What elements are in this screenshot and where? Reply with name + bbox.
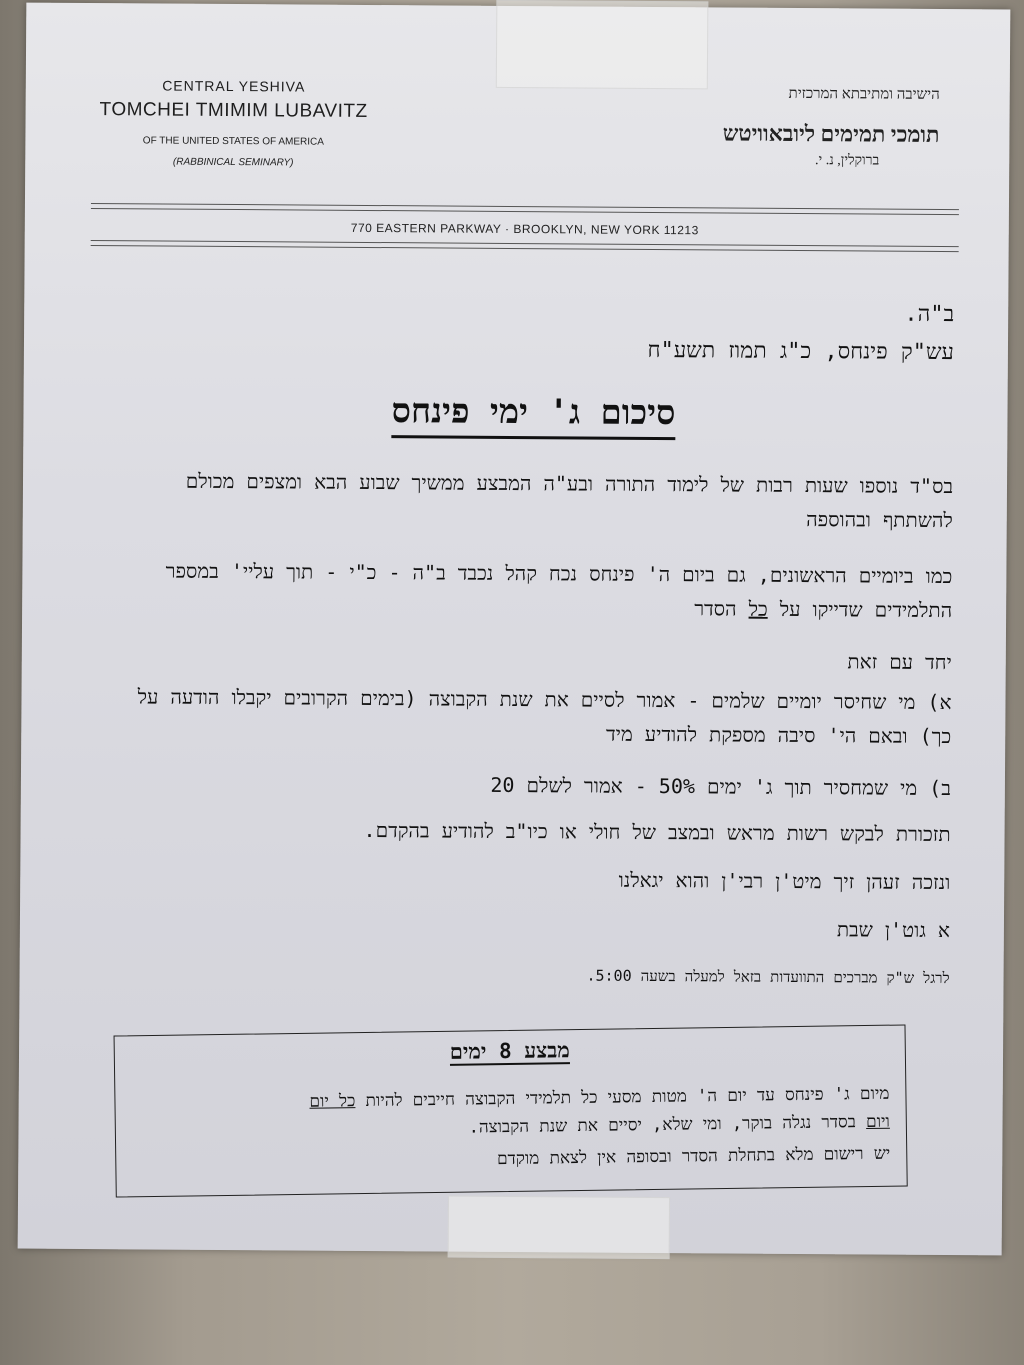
campaign-box-line-2-after: בסדר נגלה בוקר, ומי שלא, יסיים את שנת הקבוצה.: [468, 1112, 867, 1138]
letterhead-en-line4: (RABBINICAL SEMINARY): [172, 156, 294, 169]
paragraph-2: [112, 553, 952, 627]
letterhead-he-line2: תומכי תמימים ליובאוויטש: [722, 120, 940, 147]
notice-title: [113, 389, 953, 435]
campaign-box-line-2: [130, 1112, 890, 1143]
paragraph-8: א גוט'ן שבת: [836, 917, 950, 943]
letterhead-english: [83, 77, 384, 169]
campaign-box-title-text: מבצע 8 ימים: [449, 1038, 570, 1064]
tape-bottom: [448, 1196, 670, 1260]
paragraph-2-after: הסדר: [694, 596, 749, 621]
paragraph-6: תזכורת לבקש רשות מראש ובמצב של חולי או כיו"ב להודיע בהקדם.: [363, 817, 951, 847]
campaign-box-line-2-underlined: ויום: [865, 1111, 890, 1133]
campaign-box-line-1-before: מיום ג' פינחס עד יום ה' מטות מסעי כל תלמידי הקבוצה חייבים להיות: [355, 1083, 890, 1112]
notice-title-text: סיכום ג' ימי פינחס: [391, 391, 675, 440]
paragraph-1: בס"ד נוספו שעות רבות של לימוד התורה ובע"ה המבצע ממשיך שבוע הבא ומצפים מכולם להשתתף ובהוספה: [185, 468, 954, 533]
letterhead-address: 770 EASTERN PARKWAY · BROOKLYN, NEW YORK 11213: [350, 220, 699, 238]
letterhead-he-line1: הישיבה ומתיבתא המרכזית: [788, 85, 940, 103]
campaign-box-line-1: [129, 1084, 889, 1115]
notice-paper: [18, 3, 1011, 1256]
paragraph-4: א) מי שחיסר יומיים שלמים - אמור לסיים את שנת הקבוצה (בימים הקרובים יקבלו הודעה על כך) ובאם הי' סיבה מספקת להודיע מיד: [137, 684, 952, 749]
letterhead-en-line1: CENTRAL YESHIVA: [162, 77, 306, 95]
paragraph-2-before: כמו ביומיים הראשונים, גם ביום ה' פינחס נכח קהל נכבד ב"ה - כ"י - תוך עליי' במספר התלמידים שדייקו על: [165, 558, 953, 623]
campaign-box-title: [115, 1033, 905, 1069]
bh-mark: ב"ה.: [904, 301, 955, 328]
campaign-box: [114, 1024, 908, 1197]
letterhead-he-line3: ברוקלין, נ. י.: [815, 153, 880, 169]
tape-top: [496, 0, 709, 89]
letterhead-en-line2: TOMCHEI TMIMIM LUBAVITZ: [99, 99, 368, 122]
letterhead-en-line3: OF THE UNITED STATES OF AMERICA: [142, 135, 324, 148]
paragraph-9: לרגל ש"ק מברכים התוועדות בזאל למעלה בשעה 5:00.: [586, 966, 950, 988]
paragraph-2-underlined: כל: [748, 596, 768, 621]
notice-date: עש"ק פינחס, כ"ג תמוז תשע"ח: [647, 337, 955, 366]
paragraph-3: יחד עם זאת: [847, 649, 952, 675]
campaign-box-line-1-underlined: כל יום: [309, 1091, 356, 1112]
paragraph-7: ונזכה זעהן זיך מיט'ן רבי'ן והוא יגאלנו: [618, 867, 951, 895]
campaign-box-line-3: יש רישום מלא בתחלת הסדר ובסופה אין לצאת מוקדם: [496, 1143, 891, 1170]
paragraph-5: ב) מי שמחסיר תוך ג' ימים 50% - אמור לשלם 20: [490, 772, 951, 801]
letterhead-hebrew: [639, 85, 940, 170]
